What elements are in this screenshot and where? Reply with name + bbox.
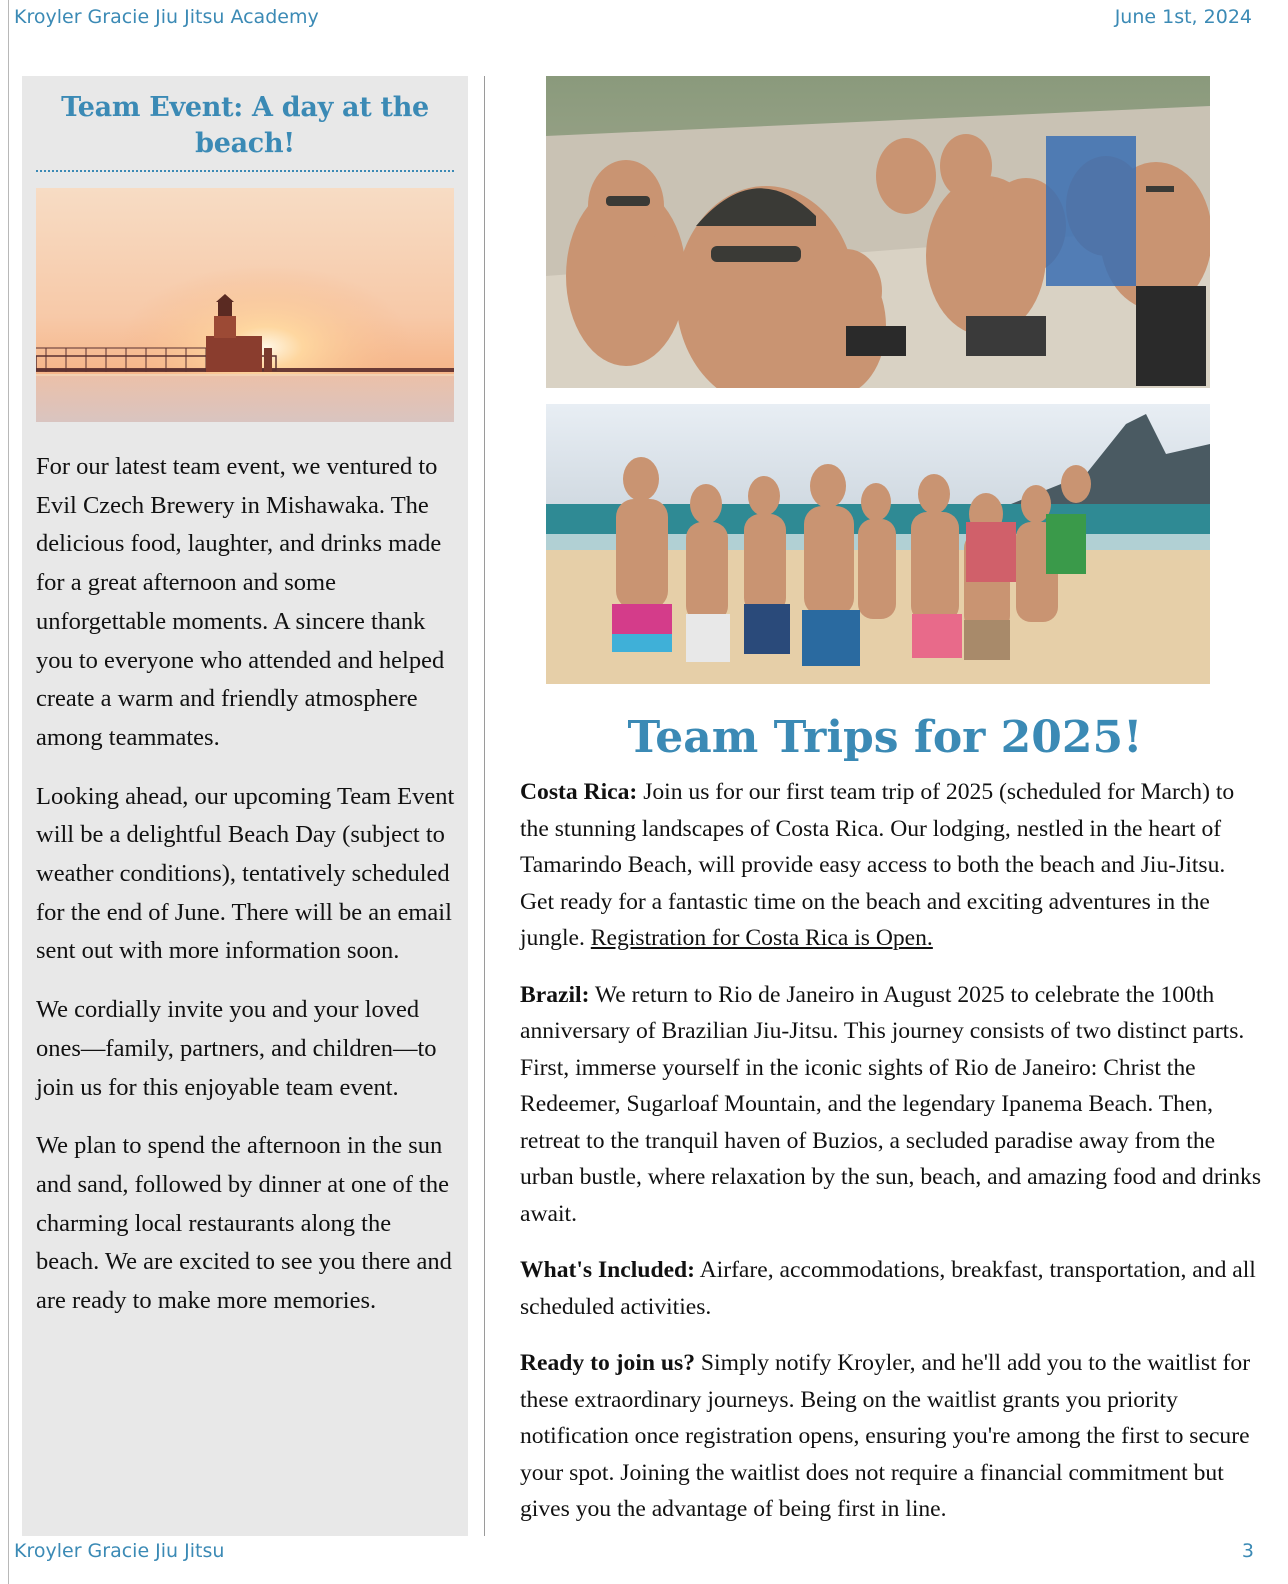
included-label: What's Included: bbox=[520, 1257, 696, 1283]
sidebar bbox=[22, 76, 468, 1536]
costa-rica-text: Join us for our first team trip of 2025 (scheduled for March) to the stunning landscapes of Costa Rica. Our lodging, nestled in the heart of Tamarindo Beach, will provide easy access to both the beach and Jiu-Jitsu. Get ready for a fantastic time on the beach and exciting adventures in the jungle. bbox=[520, 779, 1235, 951]
sidebar-paragraph-4: We plan to spend the afternoon in the sun and sand, followed by dinner at one of the charming local restaurants along the beach. We are excited to see you there and are ready to make more memories. bbox=[36, 1132, 452, 1315]
brazil-paragraph bbox=[520, 977, 1264, 1233]
main-title: Team Trips for 2025! bbox=[627, 712, 1143, 763]
costa-rica-registration-link[interactable]: Registration for Costa Rica is Open. bbox=[590, 925, 933, 951]
sidebar-paragraph-1: For our latest team event, we ventured to Evil Czech Brewery in Mishawaka. The delicious food, laughter, and drinks made for a great afternoon and some unforgettable moments. A sincere thank you to everyone who attended and helped create a warm and friendly atmosphere among teammates. bbox=[36, 453, 445, 751]
trips-article bbox=[520, 774, 1264, 1548]
sidebar-paragraph-3: We cordially invite you and your loved ones—family, partners, and children—to join us for this enjoyable team event. bbox=[36, 996, 437, 1101]
column-divider bbox=[484, 76, 485, 1536]
header-date: June 1st, 2024 bbox=[1114, 6, 1252, 28]
included-paragraph bbox=[520, 1252, 1264, 1325]
boat-group-selfie-photo bbox=[546, 76, 1210, 388]
join-paragraph bbox=[520, 1345, 1264, 1528]
sidebar-divider bbox=[36, 170, 454, 172]
sidebar-paragraph-2: Looking ahead, our upcoming Team Event will be a delightful Beach Day (subject to weather conditions), tentatively scheduled for the end of June. There will be an email sent out with more information soon. bbox=[36, 782, 455, 965]
join-label: Ready to join us? bbox=[520, 1350, 696, 1376]
brazil-text: We return to Rio de Janeiro in August 2025 to celebrate the 100th anniversary of Brazilian Jiu-Jitsu. This journey consists of two distinct parts. First, immerse yourself in the iconic sights of Rio de Janeiro: Christ the Redeemer, Sugarloaf Mountain, and the legendary Ipanema Beach. Then, retreat to the tranquil haven of Buzios, a secluded paradise away from the urban bustle, where relaxation by the sun, beach, and amazing food and drinks await. bbox=[520, 981, 1262, 1227]
costa-rica-paragraph bbox=[520, 774, 1264, 957]
brazil-label: Brazil: bbox=[520, 981, 590, 1008]
sidebar-title: Team Event: A day at the beach! bbox=[61, 92, 429, 159]
sidebar-article bbox=[36, 448, 456, 1341]
beach-group-photo bbox=[546, 404, 1210, 684]
footer-title: Kroyler Gracie Jiu Jitsu bbox=[14, 1540, 225, 1562]
included-text: Airfare, accommodations, breakfast, transportation, and all scheduled activities. bbox=[520, 1257, 1256, 1320]
page-number: 3 bbox=[1241, 1540, 1254, 1562]
lighthouse-sunset-image bbox=[36, 188, 454, 422]
costa-rica-label: Costa Rica: bbox=[520, 779, 638, 805]
header-title: Kroyler Gracie Jiu Jitsu Academy bbox=[14, 6, 319, 28]
join-text: Simply notify Kroyler, and he'll add you to the waitlist for these extraordinary journeys. Being on the waitlist grants you priority notification once registration opens, ensuring you're among the first to secure your spot. Joining the waitlist does not require a financial commitment but gives you the advantage of being first in line. bbox=[520, 1350, 1251, 1522]
page-border bbox=[8, 0, 9, 1584]
